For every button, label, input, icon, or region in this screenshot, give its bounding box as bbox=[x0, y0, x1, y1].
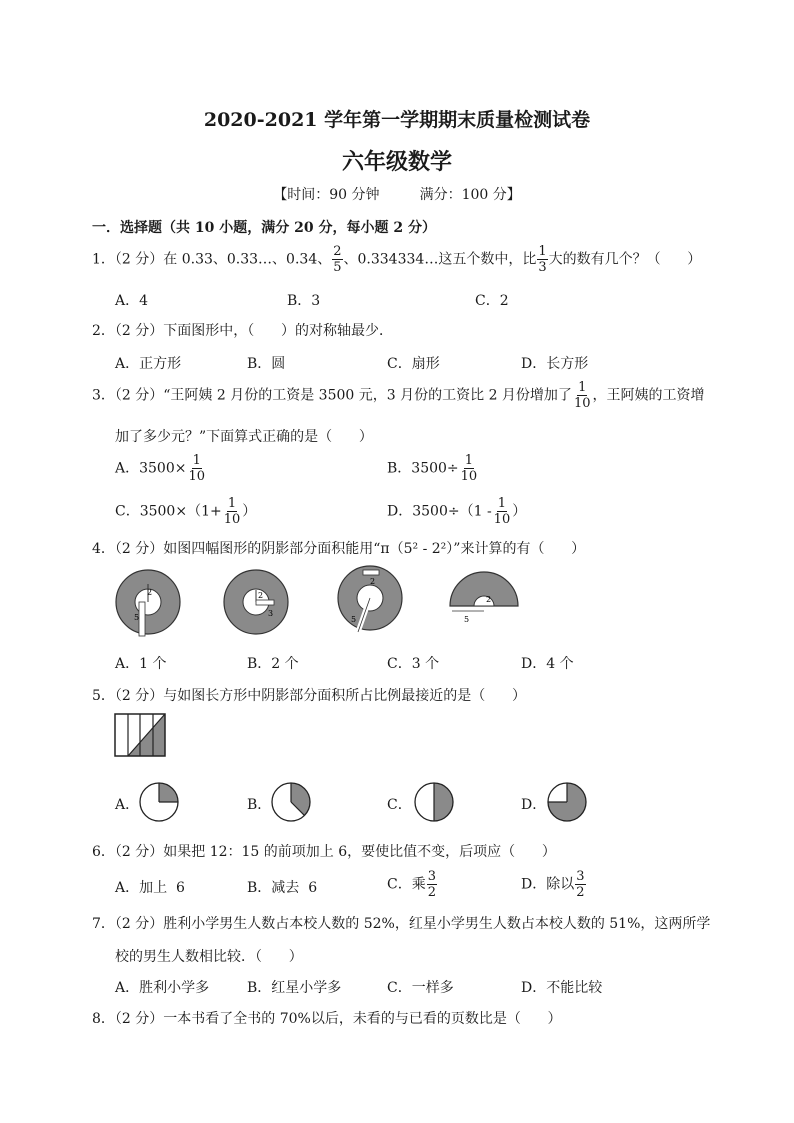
q4-f4-label-r2: 2 bbox=[486, 595, 492, 604]
q4-option-b[interactable]: B．2 个 bbox=[247, 656, 299, 672]
q4-option-c[interactable]: C．3 个 bbox=[387, 656, 440, 672]
q3-option-c[interactable]: C．3500×（1+ $\frac{1}{10}$ ） bbox=[115, 496, 257, 527]
q5-option-c-label[interactable]: C． bbox=[387, 797, 412, 813]
q7-option-b[interactable]: B．红星小学多 bbox=[247, 980, 342, 996]
q7-option-a[interactable]: A．胜利小学多 bbox=[115, 980, 210, 996]
question-4-stem: 4．（2 分）如图四幅图形的阴影部分面积能用“π（5² - 2²）”来计算的有（ ） bbox=[92, 541, 586, 557]
q1-option-b[interactable]: B．3 bbox=[287, 293, 321, 309]
q4-f2-label-r2: 2 bbox=[258, 591, 264, 600]
q1-option-a[interactable]: A．4 bbox=[115, 293, 149, 309]
q5-option-d-label[interactable]: D． bbox=[521, 797, 547, 813]
q5-option-b-label[interactable]: B． bbox=[247, 797, 272, 813]
q2-option-d[interactable]: D．长方形 bbox=[521, 356, 589, 372]
question-5-stem: 5．（2 分）与如图长方形中阴影部分面积所占比例最接近的是（ ） bbox=[92, 688, 526, 704]
question-8-stem: 8．（2 分）一本书看了全书的 70%以后，未看的与已看的页数比是（ ） bbox=[92, 1011, 562, 1027]
fraction-1-10: $\frac{1}{10}$ bbox=[573, 380, 591, 411]
q3-option-b[interactable]: B．3500÷ $\frac{1}{10}$ bbox=[387, 453, 478, 484]
q4-f2-label-3: 3 bbox=[268, 609, 274, 618]
question-3-stem-line2: 加了多少元？”下面算式正确的是（ ） bbox=[115, 429, 373, 445]
question-7-stem-line2: 校的男生人数相比较．（ ） bbox=[115, 949, 303, 965]
q6-option-c[interactable]: C．乘 $\frac{3}{2}$ bbox=[387, 869, 436, 900]
exam-subtitle: 六年级数学 bbox=[341, 149, 452, 175]
question-1-stem: 1．（2 分）在 0.33、0.33…、0.34、 $\frac{2}{5}$ 、0.334334…这五个数中，比 $\frac{1}{3}$ 大的数有几个？（ ） bbox=[92, 244, 702, 275]
exam-title: 2020-2021 学年第一学期期末质量检测试卷 bbox=[203, 109, 591, 131]
question-7-stem: 7．（2 分）胜利小学男生人数占本校人数的 52%，红星小学男生人数占本校人数的 51%，这两所学 bbox=[92, 916, 711, 932]
q4-f3-label-r5: 5 bbox=[351, 615, 357, 624]
q6-option-b[interactable]: B．减去 6 bbox=[247, 880, 318, 896]
q3-option-d[interactable]: D．3500÷（1 - $\frac{1}{10}$ ） bbox=[387, 496, 527, 527]
q4-f1-label-r2: 2 bbox=[147, 588, 153, 597]
q7-option-d[interactable]: D．不能比较 bbox=[521, 980, 603, 996]
section-heading: 一．选择题（共 10 小题，满分 20 分，每小题 2 分） bbox=[92, 220, 436, 236]
q6-option-a[interactable]: A．加上 6 bbox=[115, 880, 185, 896]
q1-option-c[interactable]: C．2 bbox=[475, 293, 509, 309]
q5-pie-b bbox=[272, 783, 310, 821]
exam-meta: 【时间：90 分钟 满分：100 分】 bbox=[273, 187, 521, 203]
q7-option-c[interactable]: C．一样多 bbox=[387, 980, 454, 996]
q4-option-a[interactable]: A．1 个 bbox=[115, 656, 167, 672]
q3-option-a[interactable]: A．3500× $\frac{1}{10}$ bbox=[115, 453, 206, 484]
q2-option-c[interactable]: C．扇形 bbox=[387, 356, 440, 372]
q4-f3-label-r2: 2 bbox=[370, 577, 376, 586]
q6-option-d[interactable]: D．除以 $\frac{3}{2}$ bbox=[521, 869, 585, 900]
q5-pie-d bbox=[548, 783, 586, 821]
q5-option-a-label[interactable]: A． bbox=[115, 797, 140, 813]
fraction-1-3: $\frac{1}{3}$ bbox=[538, 244, 547, 275]
pie-shaded-sector bbox=[291, 783, 310, 815]
q5-pie-a bbox=[140, 783, 178, 821]
q4-f4-label-r5: 5 bbox=[464, 615, 470, 624]
q2-option-b[interactable]: B．圆 bbox=[247, 356, 286, 372]
q2-option-a[interactable]: A．正方形 bbox=[115, 356, 182, 372]
fraction-2-5: $\frac{2}{5}$ bbox=[333, 244, 342, 275]
question-6-stem: 6．（2 分）如果把 12：15 的前项加上 6，要使比值不变，后项应（ ） bbox=[92, 844, 556, 860]
question-3-stem: 3．（2 分）“王阿姨 2 月份的工资是 3500 元，3 月份的工资比 2 月份增加了 $\frac{1}{10}$ ，王阿姨的工资增 bbox=[92, 380, 705, 411]
pie-shaded-sector bbox=[434, 783, 453, 821]
question-2-stem: 2．（2 分）下面图形中，（ ）的对称轴最少． bbox=[92, 323, 393, 339]
q4-option-d[interactable]: D．4 个 bbox=[521, 656, 574, 672]
q4-f1-label-r5: 5 bbox=[134, 613, 140, 622]
q5-pie-c bbox=[415, 783, 453, 821]
